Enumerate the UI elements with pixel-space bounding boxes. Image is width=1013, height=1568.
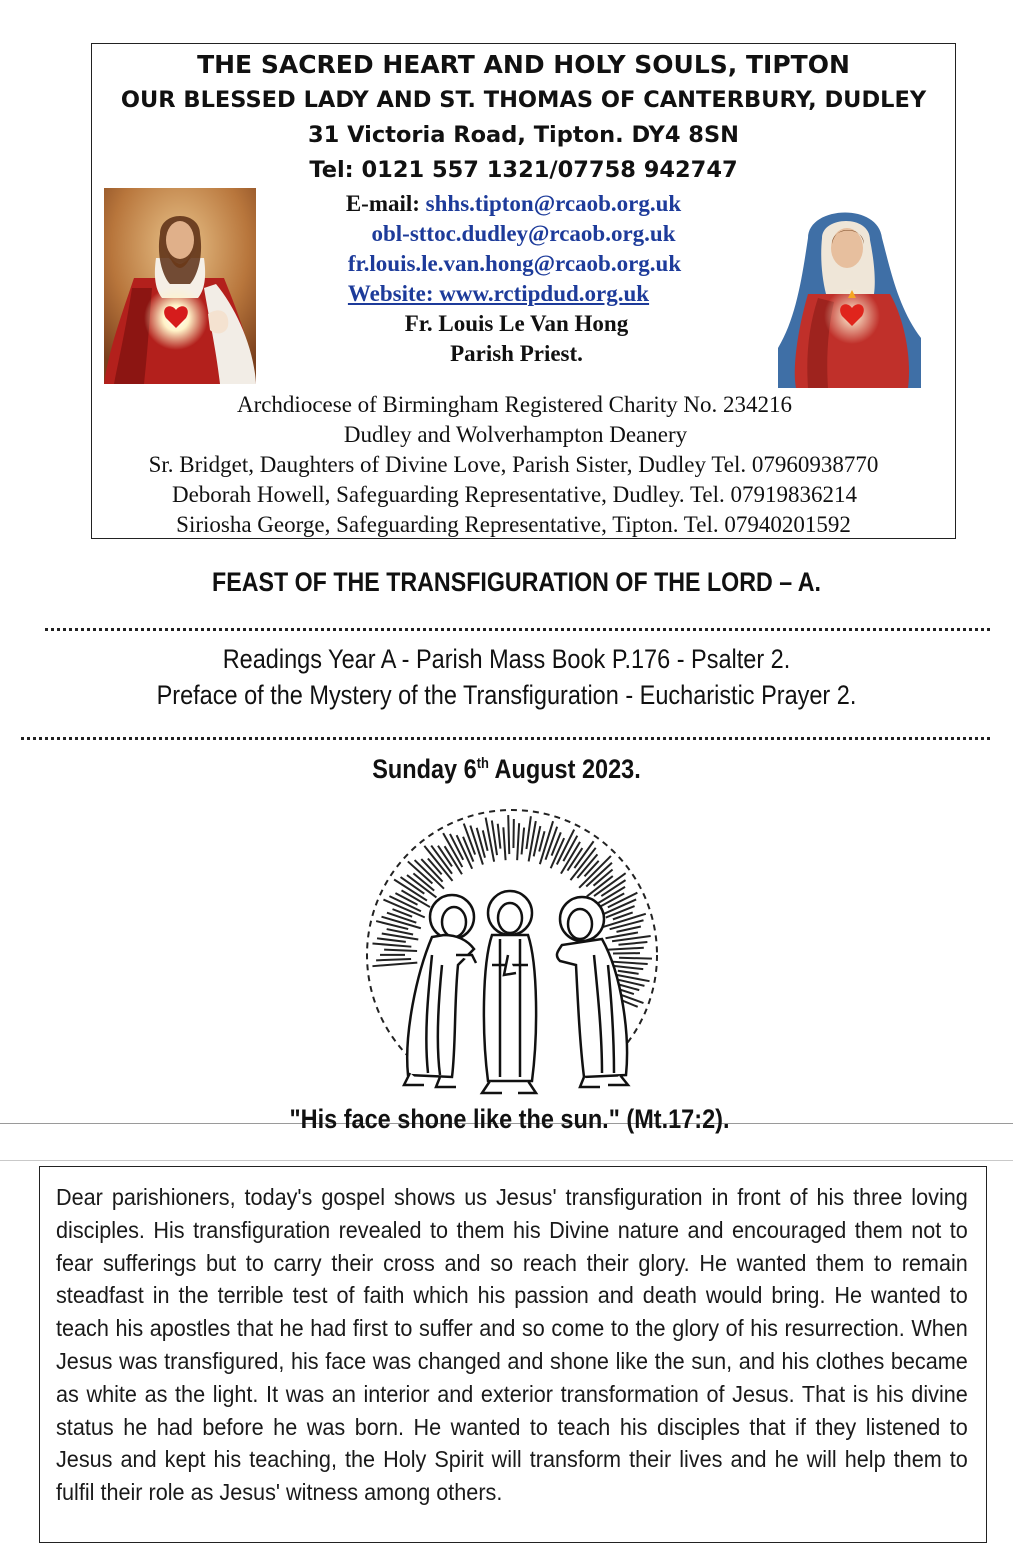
deanery: Dudley and Wolverhampton Deanery [343,422,688,447]
email-dudley-link[interactable]: obl-sttoc.dudley@rcaob.org.uk [371,221,676,246]
parish-address: 31 Victoria Road, Tipton. DY4 8SN [308,122,739,148]
gospel-reflection-text: Dear parishioners, today's gospel shows us Jesus' transfiguration in front of his three loving disciples. His transfiguration revealed to them his Divine nature and encouraged them not to fear sufferings but to carry their cross and so reach their glory. He wanted them to remain steadfast in the terrible test of faith which his passion and death would bring. He wanted to teach his apostles that he had first to suffer and so come to the glory of his resurrection. When Jesus was transfigured, his face was changed and shone like the sun, and his clothes became as white as the light. It was an interior and exterior transformation of Jesus. That is his divine status he had before he was born. He wanted to teach his disciples that if they listened to Jesus and kept his teaching, the Holy Spirit will transform their lives and he will help them to fulfil their role as Jesus' witness among others. [56,1184,968,1506]
date-month-year: August 2023. [488,754,641,784]
website-link[interactable]: Website: www.rctipdud.org.uk [347,281,650,306]
parish-sister: Sr. Bridget, Daughters of Divine Love, Parish Sister, Dudley Tel. 07960938770 [148,452,879,477]
dotted-divider-bottom [21,737,990,740]
email-tipton-link[interactable]: shhs.tipton@rcaob.org.uk [425,191,682,216]
transfiguration-drawing-icon [332,805,694,1098]
parish-name-dudley: OUR BLESSED LADY AND ST. THOMAS OF CANTERBURY, DUDLEY [120,87,927,113]
preface-line: Preface of the Mystery of the Transfiguration - Eucharistic Prayer 2. [156,680,857,710]
date-day: Sunday 6 [372,754,477,784]
safeguarding-dudley: Deborah Howell, Safeguarding Representative, Dudley. Tel. 07919836214 [171,482,858,507]
email-label: E-mail: [345,191,426,216]
priest-role: Parish Priest. [450,341,583,366]
dotted-divider-top [45,628,990,631]
email-priest-link[interactable]: fr.louis.le.van.hong@rcaob.org.uk [347,251,682,276]
service-date [66,754,947,785]
safeguarding-tipton: Siriosha George, Safeguarding Representative, Tipton. Tel. 07940201592 [176,512,851,537]
gospel-reflection-box [39,1166,987,1543]
gospel-quote: "His face shone like the sun." (Mt.17:2). [289,1104,730,1134]
sacred-heart-of-jesus-icon [104,188,256,384]
parish-name-tipton: THE SACRED HEART AND HOLY SOULS, TIPTON [197,50,850,79]
readings-line: Readings Year A - Parish Mass Book P.176 - Psalter 2. [222,644,791,674]
immaculate-heart-of-mary-icon [778,198,921,388]
quote-divider [0,1160,1013,1161]
feast-title: FEAST OF THE TRANSFIGURATION OF THE LORD – A. [212,567,821,597]
parish-telephone: Tel: 0121 557 1321/07758 942747 [309,157,738,183]
priest-name: Fr. Louis Le Van Hong [404,311,629,336]
date-ordinal: th [476,756,489,772]
charity-number: Archdiocese of Birmingham Registered Charity No. 234216 [236,392,793,417]
